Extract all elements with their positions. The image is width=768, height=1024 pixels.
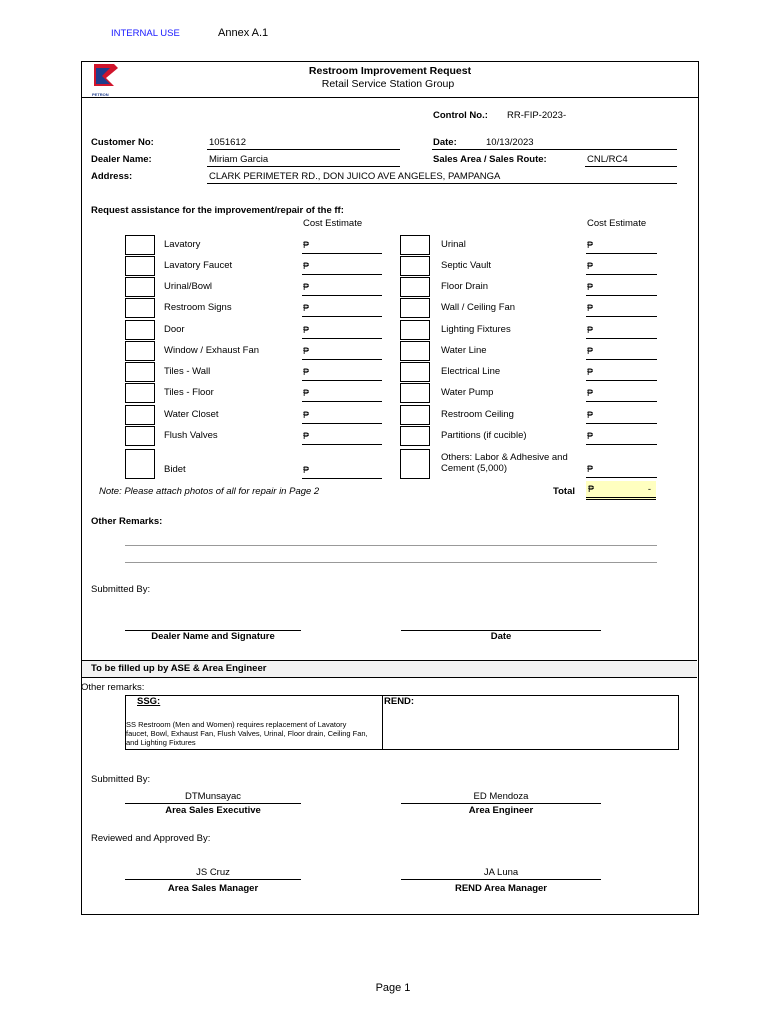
checkbox-left-6[interactable] [125, 362, 155, 382]
item-label-right-9: Partitions (if cucible) [441, 430, 527, 441]
checkbox-left-2[interactable] [125, 277, 155, 297]
cost-field-left-7[interactable] [302, 401, 382, 402]
total-peso: ₱ [588, 484, 595, 494]
peso-left-1: ₱ [303, 261, 310, 271]
checkbox-left-0[interactable] [125, 235, 155, 255]
address-label: Address: [91, 171, 133, 182]
rend-signature-line[interactable] [401, 879, 601, 880]
item-label-right-6: Electrical Line [441, 366, 501, 377]
peso-left-5: ₱ [303, 346, 310, 356]
checkbox-left-5[interactable] [125, 341, 155, 361]
ssg-remark-line3: and Lighting Fixtures [126, 738, 196, 747]
ae-title: Area Engineer [468, 805, 534, 816]
checkbox-right-8[interactable] [400, 405, 430, 425]
remarks-line-2[interactable] [125, 562, 657, 563]
cost-field-left-3[interactable] [302, 316, 382, 317]
sales-area-label: Sales Area / Sales Route: [433, 154, 547, 165]
dealer-name-value[interactable]: Miriam Garcia [209, 154, 269, 165]
asm-signature-line[interactable] [125, 879, 301, 880]
cost-field-right-3[interactable] [586, 316, 657, 317]
peso-left-4: ₱ [303, 325, 310, 335]
title-divider [81, 97, 698, 98]
checkbox-right-5[interactable] [400, 341, 430, 361]
peso-left-9: ₱ [303, 431, 310, 441]
cost-field-left-2[interactable] [302, 295, 382, 296]
checkbox-left-7[interactable] [125, 383, 155, 403]
item-label-right-7: Water Pump [441, 387, 494, 398]
date-signature-label: Date [490, 631, 512, 642]
cost-field-right-1[interactable] [586, 274, 657, 275]
ase-title: Area Sales Executive [165, 805, 261, 816]
ae-signature-line[interactable] [401, 803, 601, 804]
dealer-name-label: Dealer Name: [91, 154, 152, 165]
peso-right-0: ₱ [587, 240, 594, 250]
control-no-label: Control No.: [433, 110, 488, 121]
cost-field-right-5[interactable] [586, 359, 657, 360]
peso-left-2: ₱ [303, 282, 310, 292]
cost-field-right-4[interactable] [586, 338, 657, 339]
peso-right-2: ₱ [587, 282, 594, 292]
peso-right-4: ₱ [587, 325, 594, 335]
peso-right-1: ₱ [587, 261, 594, 271]
item-label-left-4: Door [164, 324, 185, 335]
item-label-left-6: Tiles - Wall [164, 366, 211, 377]
checkbox-right-4[interactable] [400, 320, 430, 340]
item-label-right-3: Wall / Ceiling Fan [441, 302, 516, 313]
checkbox-right-7[interactable] [400, 383, 430, 403]
ssg-remark-line1: SS Restroom (Men and Women) requires replacement of Lavatory [126, 720, 347, 729]
item-label-right-1: Septic Vault [441, 260, 491, 271]
checkbox-others[interactable] [400, 449, 430, 479]
peso-left-7: ₱ [303, 388, 310, 398]
ase-signature-line[interactable] [125, 803, 301, 804]
checkbox-right-6[interactable] [400, 362, 430, 382]
form-subtitle: Retail Service Station Group [321, 78, 455, 90]
address-value[interactable]: CLARK PERIMETER RD., DON JUICO AVE ANGELES, PAMPANGA [209, 171, 501, 182]
sales-area-value[interactable]: CNL/RC4 [587, 154, 628, 165]
peso-right-5: ₱ [587, 346, 594, 356]
ae-name: ED Mendoza [473, 791, 529, 802]
peso-right-7: ₱ [587, 388, 594, 398]
item-label-left-10: Bidet [164, 464, 186, 475]
cost-field-right-9[interactable] [586, 444, 657, 445]
cost-estimate-right-header: Cost Estimate [587, 218, 647, 229]
peso-right-6: ₱ [587, 367, 594, 377]
cost-field-left-6[interactable] [302, 380, 382, 381]
item-label-right-8: Restroom Ceiling [441, 409, 514, 420]
total-value: - [647, 484, 651, 495]
rend-label: REND: [384, 696, 415, 707]
total-label: Total [553, 486, 575, 497]
cost-field-left-4[interactable] [302, 338, 382, 339]
date-value[interactable]: 10/13/2023 [486, 137, 534, 148]
peso-right-3: ₱ [587, 303, 594, 313]
checkbox-right-0[interactable] [400, 235, 430, 255]
checkbox-left-3[interactable] [125, 298, 155, 318]
item-label-right-2: Floor Drain [441, 281, 488, 292]
cost-field-right-0[interactable] [586, 253, 657, 254]
checkbox-left-4[interactable] [125, 320, 155, 340]
item-label-left-1: Lavatory Faucet [164, 260, 233, 271]
cost-field-right-6[interactable] [586, 380, 657, 381]
rend-manager-name: JA Luna [483, 867, 519, 878]
submitted-by2-label: Submitted By: [91, 774, 151, 785]
form-title: Restroom Improvement Request [308, 65, 472, 77]
item-label-left-7: Tiles - Floor [164, 387, 214, 398]
checkbox-right-3[interactable] [400, 298, 430, 318]
cost-field-left-5[interactable] [302, 359, 382, 360]
cost-field-left-10[interactable] [302, 478, 382, 479]
cost-field-left-0[interactable] [302, 253, 382, 254]
peso-right-8: ₱ [587, 410, 594, 420]
control-no-value: RR-FIP-2023- [507, 110, 567, 121]
ase-name: DTMunsayac [185, 791, 241, 802]
customer-no-value[interactable]: 1051612 [209, 137, 246, 148]
asm-title: Area Sales Manager [167, 883, 259, 894]
item-label-left-2: Urinal/Bowl [164, 281, 213, 292]
annex-label: Annex A.1 [218, 27, 269, 39]
checkbox-left-8[interactable] [125, 405, 155, 425]
dealer-signature-label: Dealer Name and Signature [151, 631, 275, 642]
others-label-line2: Cement (5,000) [441, 463, 508, 474]
cost-field-left-1[interactable] [302, 274, 382, 275]
rend-manager-title: REND Area Manager [454, 883, 548, 894]
item-label-left-8: Water Closet [164, 409, 219, 420]
item-label-left-5: Window / Exhaust Fan [164, 345, 260, 356]
checkbox-left-10[interactable] [125, 449, 155, 479]
reviewed-label: Reviewed and Approved By: [91, 833, 211, 844]
ase-section-title: To be filled up by ASE & Area Engineer [91, 663, 267, 674]
request-label: Request assistance for the improvement/repair of the ff: [91, 205, 344, 216]
cost-field-right-2[interactable] [586, 295, 657, 296]
others-label-line1: Others: Labor & Adhesive and [441, 452, 568, 463]
date-label: Date: [433, 137, 457, 148]
checkbox-right-9[interactable] [400, 426, 430, 446]
checkbox-right-1[interactable] [400, 256, 430, 276]
cost-field-left-8[interactable] [302, 423, 382, 424]
other-remarks2-label: Other remarks: [81, 682, 145, 693]
ssg-label: SSG: [137, 696, 161, 707]
others-peso: ₱ [587, 464, 594, 474]
peso-left-8: ₱ [303, 410, 310, 420]
checkbox-left-1[interactable] [125, 256, 155, 276]
item-label-left-0: Lavatory [164, 239, 201, 250]
item-label-left-3: Restroom Signs [164, 302, 232, 313]
page-number: Page 1 [375, 982, 411, 994]
peso-left-6: ₱ [303, 367, 310, 377]
item-label-right-5: Water Line [441, 345, 487, 356]
checkbox-right-2[interactable] [400, 277, 430, 297]
cost-field-right-7[interactable] [586, 401, 657, 402]
submitted-by-label: Submitted By: [91, 584, 151, 595]
peso-left-10: ₱ [303, 465, 310, 475]
peso-left-0: ₱ [303, 240, 310, 250]
cost-estimate-left-header: Cost Estimate [303, 218, 363, 229]
item-label-left-9: Flush Valves [164, 430, 218, 441]
item-label-right-0: Urinal [441, 239, 466, 250]
logo-text: PETRON [92, 92, 109, 97]
remarks-line-1[interactable] [125, 545, 657, 546]
checkbox-left-9[interactable] [125, 426, 155, 446]
ssg-remark-line2: faucet, Bowl, Exhaust Fan, Flush Valves, Urinal, Floor drain, Ceiling Fan, [126, 729, 368, 738]
total-field[interactable] [586, 481, 656, 500]
asm-name: JS Cruz [196, 867, 230, 878]
photo-note: Note: Please attach photos of all for repair in Page 2 [99, 486, 320, 497]
peso-left-3: ₱ [303, 303, 310, 313]
peso-right-9: ₱ [587, 431, 594, 441]
item-label-right-4: Lighting Fixtures [441, 324, 511, 335]
other-remarks-label: Other Remarks: [91, 516, 163, 527]
internal-use-label: INTERNAL USE [111, 28, 180, 39]
customer-no-label: Customer No: [91, 137, 154, 148]
cost-field-left-9[interactable] [302, 444, 382, 445]
cost-field-right-8[interactable] [586, 423, 657, 424]
